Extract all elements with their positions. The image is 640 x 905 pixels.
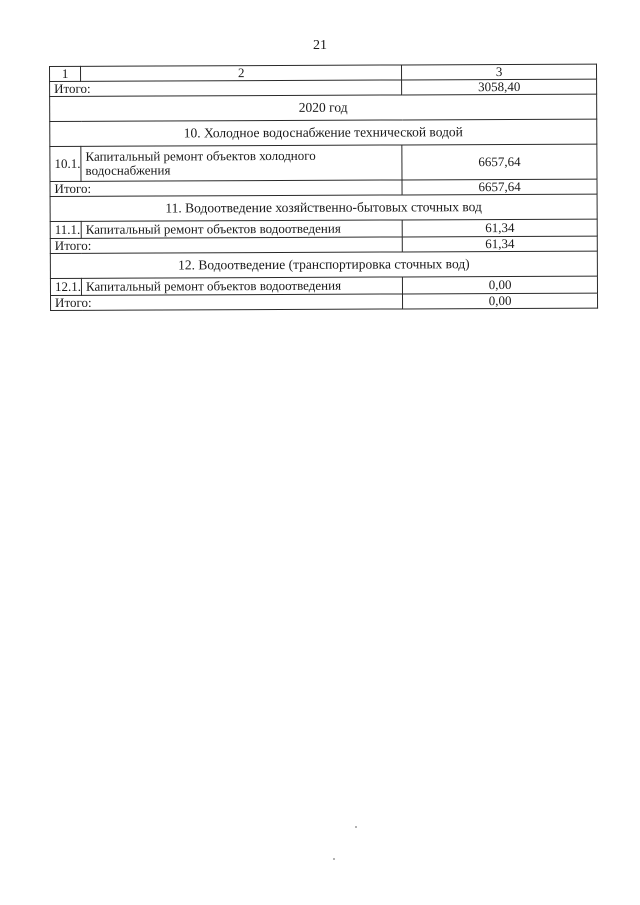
total-row xyxy=(50,179,597,196)
year-title: 2020 год xyxy=(50,94,597,121)
total-row xyxy=(50,79,597,96)
total-value: 61,34 xyxy=(402,236,597,252)
header-col-2: 2 xyxy=(81,65,402,81)
total-value: 3058,40 xyxy=(402,79,597,95)
item-name: Капитальный ремонт объектов холодного водоснабжения xyxy=(81,145,402,181)
total-label: Итого: xyxy=(50,237,402,254)
section-title: 11. Водоотведение хозяйственно-бытовых сточных вод xyxy=(50,194,597,221)
item-index: 11.1. xyxy=(50,221,81,238)
section-title: 12. Водоотведение (транспортировка сточных вод) xyxy=(50,251,597,278)
section-row xyxy=(50,251,597,278)
total-row xyxy=(51,293,598,310)
header-col-1: 1 xyxy=(50,66,81,81)
investment-table xyxy=(49,64,598,311)
section-row xyxy=(50,194,597,221)
total-label: Итого: xyxy=(50,80,402,97)
page-number: 21 xyxy=(313,38,327,53)
total-label: Итого: xyxy=(50,180,402,197)
year-row xyxy=(50,94,597,121)
section-row xyxy=(50,119,597,146)
total-label: Итого: xyxy=(51,294,403,311)
header-col-3: 3 xyxy=(402,64,597,80)
section-title: 10. Холодное водоснабжение технической водой xyxy=(50,119,597,146)
item-index: 12.1. xyxy=(50,278,81,295)
item-value: 0,00 xyxy=(403,276,598,294)
item-index: 10.1. xyxy=(50,146,81,181)
total-value: 6657,64 xyxy=(402,179,597,195)
item-name: Капитальный ремонт объектов водоотведения xyxy=(82,277,403,295)
total-value: 0,00 xyxy=(403,293,598,309)
item-value: 61,34 xyxy=(402,219,597,237)
item-name: Капитальный ремонт объектов водоотведения xyxy=(81,220,402,238)
scan-speck xyxy=(355,826,357,828)
item-value: 6657,64 xyxy=(402,144,597,180)
item-row xyxy=(50,144,597,181)
scan-speck xyxy=(333,858,335,860)
